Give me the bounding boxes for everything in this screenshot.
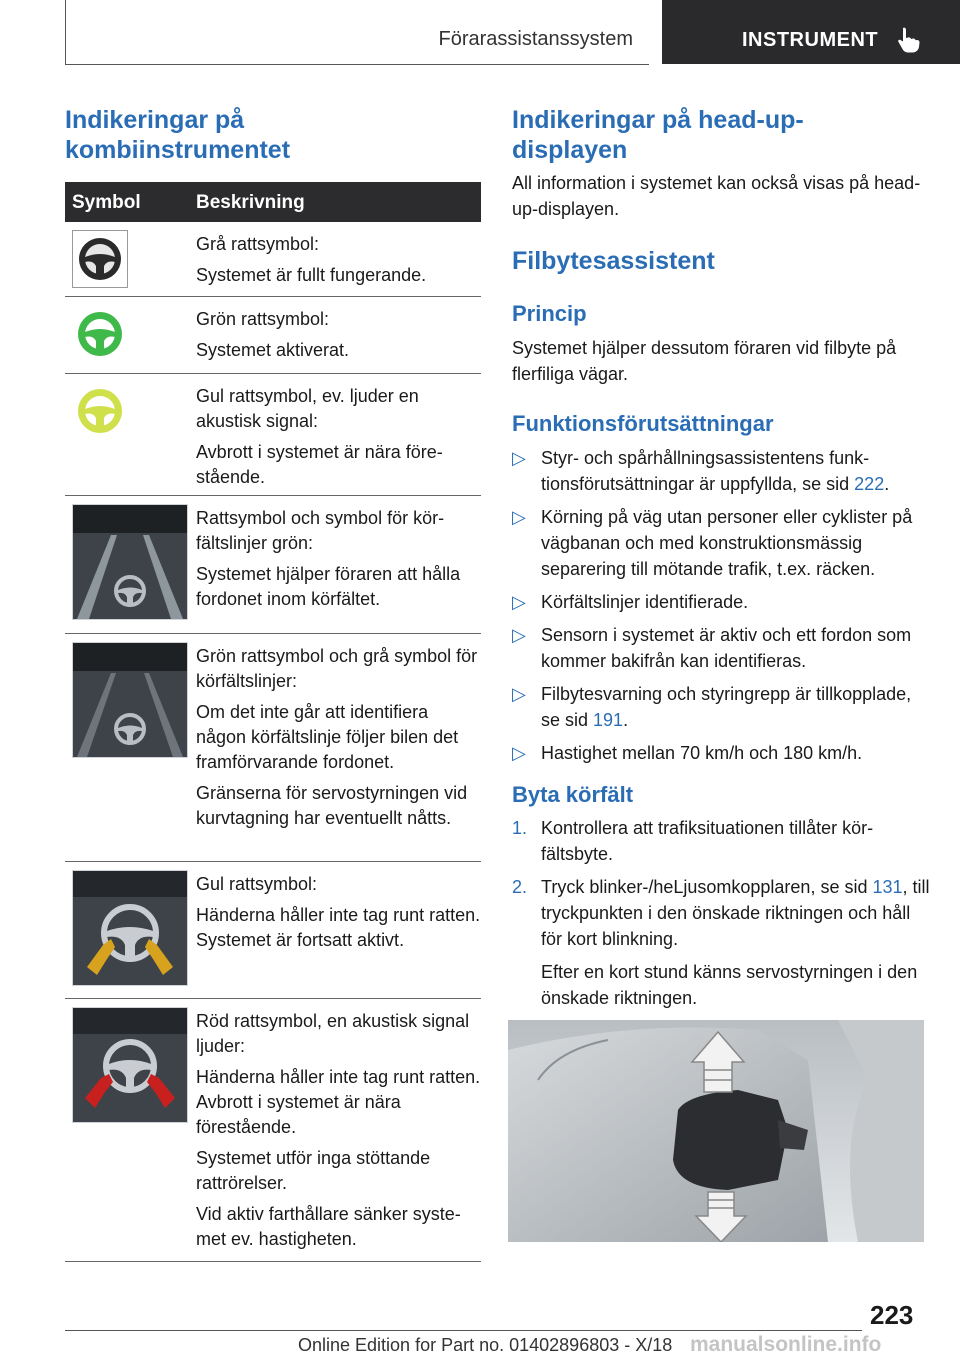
table-row [65, 374, 481, 496]
row-line: Systemet är fullt fungerande. [196, 265, 427, 285]
row-line: Gul rattsymbol, ev. ljuder en akustisk signal: [196, 386, 419, 431]
step-note: Efter en kort stund känns servostyrningen i den önskade riktningen. [541, 962, 918, 1008]
turn-signal-stalk-illustration [508, 1020, 924, 1242]
hud-indicators-heading: Indikeringar på head-up-displayen [512, 106, 804, 164]
lane-lines-green-display [72, 504, 188, 625]
triangle-bullet-icon: ▷ [512, 507, 526, 527]
row-line: Systemet aktiverat. [196, 340, 350, 360]
list-item: ▷ Styr- och spårhållningsassistentens funktionsförutsättningar är uppfyllda, se sid 222. [512, 445, 932, 497]
row-line: Gränserna för servostyrningen vid kurvtagning har eventuellt nåtts. [196, 783, 468, 828]
list-item: ▷ Körfältslinjer identifierade. [512, 589, 932, 615]
table-row [65, 634, 481, 862]
principle-text: Systemet hjälper dessutom föraren vid filbyte på flerfiliga vägar. [512, 338, 897, 384]
pointing-hand-icon [895, 26, 921, 54]
requirements-heading: Funktionsförutsättningar [512, 411, 774, 436]
table-header [65, 182, 481, 222]
row-line: Avbrott i systemet är nära förestående. [196, 442, 443, 487]
row-line: Röd rattsymbol, en akustisk signal ljuder: [196, 1011, 470, 1056]
page-link-131[interactable]: 131 [872, 877, 903, 897]
table-row [65, 862, 481, 999]
list-item: 2. Tryck blinker-/heLjusomkopplaren, se sid 131, till tryckpunkten i den önskade riktningen och håll för kort blinkning. Efter en kort stund känns servostyrningen i den önskade riktningen. [512, 874, 932, 1011]
header-chapter-title: INSTRUMENT [742, 29, 879, 51]
page-number: 223 [870, 1300, 914, 1330]
hands-on-wheel-red-display [72, 1007, 188, 1128]
page-link-222[interactable]: 222 [854, 474, 885, 494]
row-line: Om det inte går att identifiera någon körfältslinje följer bilen det framförvarande fordonet. [196, 702, 459, 772]
row-line: Grå rattsymbol: [196, 234, 320, 254]
dashboard-indicators-heading: Indikeringar på kombiinstrumentet [65, 106, 291, 164]
triangle-bullet-icon: ▷ [512, 625, 526, 645]
list-item: ▷ Sensorn i systemet är aktiv och ett fordon som kommer bakifrån kan identifieras. [512, 622, 932, 674]
list-item: ▷ Filbytesvarning och styringrepp är tillkopplade, se sid 191. [512, 681, 932, 733]
row-line: Gul rattsymbol: [196, 874, 318, 894]
triangle-bullet-icon: ▷ [512, 592, 526, 612]
triangle-bullet-icon: ▷ [512, 684, 526, 704]
row-line: Systemet hjälper föraren att hålla fordonet inom körfältet. [196, 564, 461, 609]
list-item: 1. Kontrollera att trafiksituationen tillåter körfältsbyte. [512, 815, 932, 867]
grey-steering-wheel-icon [72, 230, 128, 293]
footer-rule [65, 1330, 862, 1331]
header-section-title: Förarassistanssystem [438, 28, 633, 50]
triangle-bullet-icon: ▷ [512, 448, 526, 468]
page-link-191[interactable]: 191 [593, 710, 624, 730]
row-line: Grön rattsymbol: [196, 309, 330, 329]
requirements-list [512, 445, 932, 773]
table-row [65, 496, 481, 634]
row-line: Grön rattsymbol och grå symbol för körfältslinjer: [196, 646, 478, 691]
row-line: Systemet utför inga stöttande rattrörelser. [196, 1148, 431, 1193]
green-steering-wheel-icon [72, 309, 128, 364]
principle-heading: Princip [512, 301, 587, 326]
steps-list [512, 815, 932, 1018]
row-line: Vid aktiv farthållare sänker systemet ev. hastigheten. [196, 1204, 461, 1249]
lane-lines-grey-display [72, 642, 188, 763]
col-symbol-header: Symbol [72, 192, 141, 213]
col-description-header: Beskrivning [196, 192, 305, 213]
footer-edition: Online Edition for Part no. 01402896803 - X/18 [298, 1335, 673, 1355]
step-number: 2. [512, 877, 528, 897]
table-row [65, 999, 481, 1262]
list-item: ▷ Hastighet mellan 70 km/h och 180 km/h. [512, 740, 932, 766]
header-chapter-tab[interactable] [662, 0, 960, 64]
change-lane-heading: Byta körfält [512, 782, 634, 807]
list-item: ▷ Körning på väg utan personer eller cyklister på vägbanan och med konstruktionsmässig separering till mötande trafik, t.ex. räcken. [512, 504, 932, 582]
row-line: Rattsymbol och symbol för körfältslinjer grön: [196, 508, 445, 553]
yellow-steering-wheel-icon [72, 386, 128, 441]
watermark-logo: manualsonline.info [690, 1333, 882, 1356]
row-line: Händerna håller inte tag runt ratten. Systemet är fortsatt aktivt. [196, 905, 481, 950]
hands-on-wheel-yellow-display [72, 870, 188, 991]
row-line: Händerna håller inte tag runt ratten. Avbrott i systemet är nära förestående. [196, 1067, 481, 1137]
table-row [65, 297, 481, 374]
hud-text: All information i systemet kan också visas på head-up-displayen. [512, 173, 921, 219]
step-number: 1. [512, 818, 528, 838]
lane-change-assistant-heading: Filbytesassistent [512, 247, 715, 275]
triangle-bullet-icon: ▷ [512, 743, 526, 763]
header-section-bar [65, 0, 649, 65]
table-row [65, 222, 481, 297]
indicator-table [65, 182, 481, 1262]
